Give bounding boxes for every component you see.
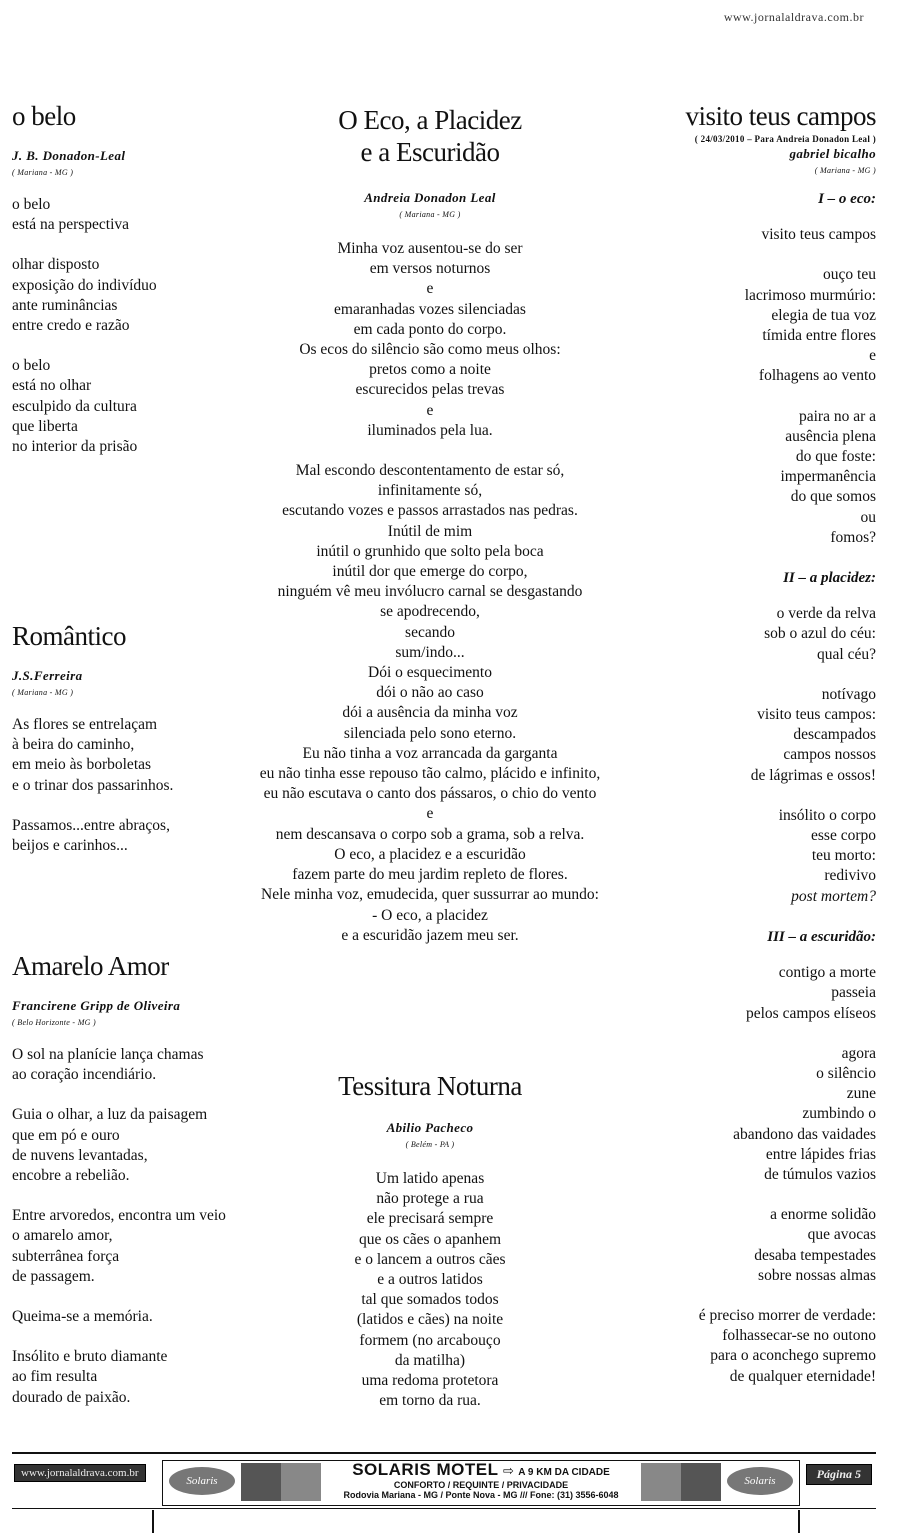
verse-line: Insólito e bruto diamante: [12, 1348, 168, 1366]
verse-line: de qualquer eternidade!: [729, 1367, 876, 1385]
verse-line: Passamos...entre abraços,: [12, 816, 170, 834]
stanza: [576, 225, 876, 245]
poem-body: [576, 189, 876, 1387]
verse-line: tímida entre flores: [762, 327, 876, 345]
verse-line: ele precisará sempre: [366, 1210, 494, 1228]
verse-line: formem (no arcabouço: [359, 1331, 501, 1349]
verse-line: emaranhadas vozes silenciadas: [334, 300, 526, 318]
verse-line: inútil dor que emerge do corpo,: [332, 563, 528, 581]
verse-line: teu morto:: [811, 847, 876, 865]
verse-line: iluminados pela lua.: [367, 421, 493, 439]
verse-line: Guia o olhar, a luz da paisagem: [12, 1106, 208, 1124]
verse-line: em torno da rua.: [379, 1392, 481, 1410]
verse-line: nem descansava o corpo sob a grama, sob a relva.: [275, 825, 585, 843]
verse-line: dói o não ao caso: [376, 684, 484, 702]
verse-line: do que foste:: [795, 448, 876, 466]
poem-author: Abilio Pacheco: [386, 1120, 474, 1135]
verse-line: notívago: [821, 685, 876, 703]
verse-line: As flores se entrelaçam: [12, 716, 158, 733]
verse-line: no interior da prisão: [12, 438, 138, 456]
verse-line: visito teus campos:: [757, 706, 876, 724]
stanza: [12, 195, 157, 235]
stanza: [12, 1206, 226, 1287]
poem-author: Francirene Gripp de Oliveira: [12, 998, 181, 1013]
motel-logo-left: Solaris: [169, 1467, 235, 1495]
verse-line: dourado de paixão.: [12, 1388, 131, 1406]
verse-line: pretos como a noite: [369, 361, 491, 379]
verse-line: e: [426, 401, 434, 419]
stanza: [12, 1105, 226, 1186]
motel-photo-right-2: [681, 1463, 721, 1501]
verse-line: visito teus campos: [761, 226, 876, 244]
verse-line: contigo a morte: [778, 964, 876, 982]
stanza: [12, 1307, 226, 1327]
verse-line: O sol na planície lança chamas: [12, 1046, 204, 1063]
motel-photo-right: [641, 1463, 681, 1501]
stanza: [576, 806, 876, 907]
verse-line: post mortem?: [791, 887, 876, 905]
poem-title: Amarelo Amor: [12, 951, 169, 981]
section-heading: I – o eco:: [818, 191, 876, 207]
site-url[interactable]: www.jornalaldrava.com.br: [723, 10, 864, 24]
verse-line: eu não tinha esse repouso tão calmo, plácido e infinito,: [259, 765, 601, 783]
poem-amarelo-amor: [12, 950, 226, 1428]
verse-line: para o aconchego supremo: [710, 1347, 876, 1365]
poem-title: o belo: [12, 101, 76, 131]
verse-line: agora: [841, 1044, 876, 1062]
poem-body: [225, 239, 635, 946]
verse-line: sum/indo...: [395, 643, 465, 661]
verse-line: sobre nossas almas: [758, 1266, 876, 1284]
verse-line: ante ruminâncias: [12, 296, 118, 314]
verse-line: em cada ponto do corpo.: [353, 320, 507, 338]
verse-line: ouço teu: [823, 266, 876, 284]
verse-line: esse corpo: [811, 827, 876, 845]
verse-line: pelos campos elíseos: [745, 1004, 876, 1022]
verse-line: ninguém vê meu invólucro carnal se desgastando: [277, 583, 583, 601]
verse-line: (latidos e cães) na noite: [356, 1311, 504, 1329]
verse-line: Dói o esquecimento: [368, 664, 492, 682]
poem-author: Andreia Donadon Leal: [364, 190, 496, 205]
footer-divider: [12, 1452, 876, 1454]
verse-line: do que somos: [790, 488, 876, 506]
verse-line: que em pó e ouro: [12, 1126, 120, 1144]
verse-line: zune: [846, 1085, 876, 1103]
verse-line: e: [426, 280, 434, 298]
page-number: Página 5: [806, 1464, 872, 1485]
stanza: [576, 265, 876, 386]
stanza: [12, 1045, 226, 1085]
footer-stub-line: [152, 1510, 154, 1533]
verse-line: secando: [405, 623, 455, 641]
title-line: O Eco, a Placidez: [338, 105, 522, 135]
ad-text-block: [321, 1461, 641, 1500]
verse-line: o belo: [12, 196, 51, 213]
verse-line: sob o azul do céu:: [764, 625, 876, 643]
stanza: [576, 1306, 876, 1387]
verse-line: uma redoma protetora: [361, 1372, 499, 1390]
poem-body: [225, 1169, 635, 1411]
verse-line: Inútil de mim: [387, 522, 473, 540]
verse-line: de lágrimas e ossos!: [750, 766, 876, 784]
poem-author: J.S.Ferreira: [12, 668, 83, 683]
stanza: [12, 715, 173, 796]
poem-place: ( Mariana - MG ): [814, 166, 876, 175]
poem-body: [12, 195, 157, 457]
title-line: e a Escuridão: [360, 137, 500, 167]
stanza: [12, 255, 157, 336]
verse-line: o belo: [12, 357, 51, 375]
verse-line: de nuvens levantadas,: [12, 1146, 148, 1164]
verse-line: infinitamente só,: [377, 482, 483, 500]
verse-line: O eco, a placidez e a escuridão: [334, 845, 526, 863]
ad-motel-name: SOLARIS MOTEL: [352, 1460, 499, 1479]
verse-line: que liberta: [12, 417, 78, 435]
verse-line: lacrimoso murmúrio:: [744, 286, 876, 304]
verse-line: folhagens ao vento: [758, 367, 876, 385]
verse-line: dói a ausência da minha voz: [342, 704, 518, 722]
section-heading: II – a placidez:: [783, 570, 876, 587]
verse-line: escurecidos pelas trevas: [355, 381, 505, 399]
verse-line: da matilha): [394, 1351, 466, 1369]
verse-line: silenciada pelo sono eterno.: [343, 724, 517, 742]
stanza: [576, 685, 876, 786]
verse-line: Entre arvoredos, encontra um veio: [12, 1207, 226, 1225]
ad-address: Rodovia Mariana - MG / Ponte Nova - MG /// Fone: (31) 3556-6048: [343, 1490, 619, 1500]
verse-line: e a outros latidos: [377, 1271, 483, 1289]
verse-line: beijos e carinhos...: [12, 837, 128, 855]
verse-line: e o lancem a outros cães: [354, 1250, 506, 1268]
section-heading: III – a escuridão:: [767, 928, 876, 945]
motel-logo-right: Solaris: [727, 1467, 793, 1495]
verse-line: está no olhar: [12, 377, 92, 395]
stanza: [225, 239, 635, 441]
verse-line: ao coração incendiário.: [12, 1066, 157, 1084]
poem-visito-teus-campos: [576, 100, 876, 1387]
verse-line: entre lápides frias: [765, 1145, 876, 1163]
motel-photo-left: [241, 1463, 281, 1501]
verse-line: Mal escondo descontentamento de estar só,: [295, 462, 565, 480]
verse-line: o amarelo amor,: [12, 1227, 113, 1245]
verse-line: campos nossos: [783, 746, 876, 764]
arrow-right-icon: ⇨: [502, 1463, 514, 1478]
poem-place: ( Mariana - MG ): [399, 210, 461, 219]
verse-line: elegia de tua voz: [771, 306, 876, 324]
verse-line: em meio às borboletas: [12, 756, 152, 774]
verse-line: de passagem.: [12, 1267, 95, 1285]
verse-line: qual céu?: [817, 645, 876, 663]
verse-line: a enorme solidão: [770, 1206, 876, 1224]
verse-line: Eu não tinha a voz arrancada da garganta: [302, 744, 558, 762]
verse-line: esculpido da cultura: [12, 397, 137, 415]
verse-line: - O eco, a placidez: [372, 906, 488, 924]
verse-line: insólito o corpo: [778, 806, 876, 824]
poem-place: ( Belém - PA ): [405, 1140, 455, 1149]
verse-line: à beira do caminho,: [12, 736, 135, 754]
poem-title: [225, 104, 635, 168]
stanza: [225, 461, 635, 946]
poem-title: visito teus campos: [685, 101, 876, 131]
verse-line: olhar disposto: [12, 256, 100, 274]
footer-divider: [12, 1508, 876, 1509]
poem-title: [225, 1070, 635, 1102]
verse-line: zumbindo o: [802, 1105, 876, 1123]
poem-body: [12, 1045, 226, 1408]
motel-photo-left-2: [281, 1463, 321, 1501]
ad-distance: A 9 KM DA CIDADE: [518, 1467, 610, 1478]
poem-author: J. B. Donadon-Leal: [12, 148, 126, 163]
verse-line: ao fim resulta: [12, 1368, 98, 1386]
verse-line: inútil o grunhido que solto pela boca: [316, 542, 544, 560]
poem-body: [12, 715, 173, 856]
verse-line: Nele minha voz, emudecida, quer sussurrar ao mundo:: [261, 886, 599, 904]
verse-line: eu não escutava o canto dos pássaros, o chio do vento: [263, 785, 597, 803]
verse-line: que avocas: [807, 1226, 876, 1244]
verse-line: descampados: [793, 726, 876, 744]
verse-line: desaba tempestades: [754, 1246, 876, 1264]
title-line: Tessitura Noturna: [338, 1071, 522, 1101]
stanza: [12, 1347, 226, 1408]
stanza: [576, 1044, 876, 1185]
verse-line: entre credo e razão: [12, 317, 130, 335]
verse-line: subterrânea força: [12, 1247, 120, 1265]
poem-place: ( Mariana - MG ): [12, 168, 74, 177]
stanza: [12, 356, 157, 457]
verse-line: impermanência: [780, 468, 876, 486]
verse-line: Queima-se a memória.: [12, 1308, 153, 1326]
ad-tagline: CONFORTO / REQUINTE / PRIVACIDADE: [393, 1480, 569, 1490]
poem-place: ( Mariana - MG ): [12, 688, 74, 697]
verse-line: ausência plena: [785, 427, 876, 445]
verse-line: e a escuridão jazem meu ser.: [341, 926, 519, 944]
verse-line: fomos?: [830, 528, 876, 546]
verse-line: paira no ar a: [798, 407, 876, 425]
verse-line: é preciso morrer de verdade:: [698, 1306, 876, 1324]
verse-line: escutando vozes e passos arrastados nas pedras.: [282, 502, 578, 520]
poem-author: gabriel bicalho: [789, 146, 876, 161]
stanza: [576, 963, 876, 1024]
verse-line: fazem parte do meu jardim repleto de flores.: [292, 866, 568, 884]
verse-line: não protege a rua: [376, 1190, 484, 1208]
verse-line: passeia: [831, 984, 876, 1002]
verse-line: em versos noturnos: [369, 260, 491, 278]
poem-tessitura-noturna: [225, 1070, 635, 1431]
motel-advertisement[interactable]: [162, 1460, 800, 1506]
verse-line: Um latido apenas: [375, 1170, 485, 1187]
poem-place: ( Belo Horizonte - MG ): [12, 1018, 96, 1027]
verse-line: o silêncio: [816, 1064, 876, 1082]
verse-line: Minha voz ausentou-se do ser: [337, 240, 523, 257]
stanza: [576, 1205, 876, 1286]
poem-dedication: ( 24/03/2010 – Para Andreia Donadon Leal ): [694, 134, 876, 144]
poem-o-eco: [225, 104, 635, 966]
verse-line: exposição do indivíduo: [12, 276, 157, 294]
verse-line: de túmulos vazios: [764, 1165, 876, 1183]
poem-romantico: [12, 620, 173, 876]
verse-line: e: [426, 805, 434, 823]
poem-title: Romântico: [12, 621, 126, 651]
verse-line: encobre a rebelião.: [12, 1167, 130, 1185]
stanza: [225, 1169, 635, 1411]
stanza: [576, 407, 876, 548]
poem-o-belo: [12, 100, 157, 477]
verse-line: o verde da relva: [776, 605, 876, 623]
right-column: [576, 100, 876, 1407]
verse-line: se apodrecendo,: [380, 603, 480, 621]
stanza: [12, 816, 173, 856]
verse-line: Os ecos do silêncio são como meus olhos:: [299, 341, 561, 359]
verse-line: ou: [860, 508, 876, 526]
stanza: [576, 604, 876, 665]
verse-line: tal que somados todos: [361, 1291, 499, 1309]
verse-line: está na perspectiva: [12, 216, 130, 234]
ad-headline: [321, 1461, 641, 1480]
page-footer: [12, 1452, 876, 1510]
verse-line: redivivo: [824, 867, 876, 885]
verse-line: e: [869, 347, 876, 365]
verse-line: abandono das vaidades: [733, 1125, 876, 1143]
footer-stub-line: [798, 1510, 800, 1533]
verse-line: que os cães o apanhem: [358, 1230, 502, 1248]
footer-site-url[interactable]: www.jornalaldrava.com.br: [14, 1464, 146, 1482]
verse-line: folhassecar-se no outono: [722, 1327, 876, 1345]
verse-line: e o trinar dos passarinhos.: [12, 776, 174, 794]
